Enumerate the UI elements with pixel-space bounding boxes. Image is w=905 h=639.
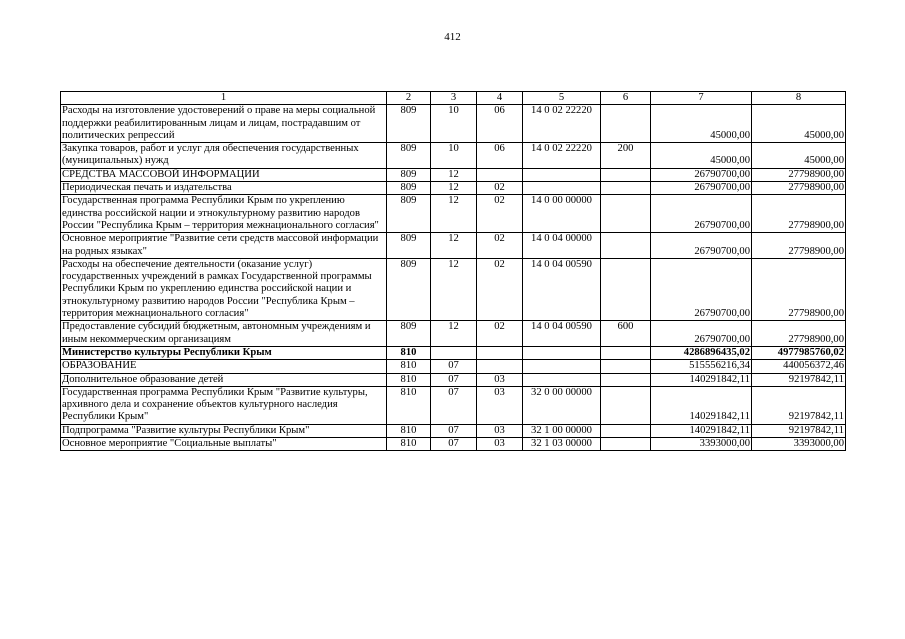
header-cell: 2 [387,92,431,105]
table-row [61,346,846,359]
row-name-cell: Предоставление субсидий бюджетным, автономным учреждениям и иным некоммерческим организациям [61,321,387,347]
sum-year-2-cell: 92197842,11 [752,373,846,386]
row-name-cell: Дополнительное образование детей [61,373,387,386]
code-vid-cell [601,360,651,373]
row-name-cell: Периодическая печать и издательства [61,182,387,195]
sum-year-1-cell: 140291842,11 [651,386,752,424]
sum-year-1-cell: 26790700,00 [651,321,752,347]
sum-year-2-cell: 45000,00 [752,143,846,169]
code-target-cell: 32 1 03 00000 [523,438,601,451]
header-cell: 5 [523,92,601,105]
code-vedomstvo-cell: 810 [387,373,431,386]
sum-year-2-cell: 27798900,00 [752,182,846,195]
code-vedomstvo-cell: 809 [387,168,431,181]
table-row [61,233,846,259]
code-vedomstvo-cell: 810 [387,346,431,359]
row-name-cell: Расходы на обеспечение деятельности (оказание услуг) государственных учреждений в рамках Государственной программы Республики Крым по укреплению единства российской нации и этнокультурному развитию народов России "Республика Крым – территория межнационального согласия" [61,258,387,320]
code-podrazdel-cell: 03 [477,386,523,424]
code-vid-cell [601,168,651,181]
header-cell: 3 [431,92,477,105]
code-razdel-cell: 07 [431,386,477,424]
sum-year-1-cell: 26790700,00 [651,182,752,195]
table-row [61,386,846,424]
sum-year-1-cell: 26790700,00 [651,258,752,320]
code-vid-cell [601,438,651,451]
code-vid-cell [601,258,651,320]
table-row [61,321,846,347]
row-name-cell: Расходы на изготовление удостоверений о праве на меры социальной поддержки реабилитированным лицам и лицам, пострадавшим от политических репрессий [61,105,387,143]
sum-year-1-cell: 140291842,11 [651,373,752,386]
code-vid-cell: 200 [601,143,651,169]
code-podrazdel-cell: 06 [477,105,523,143]
table-body [61,92,846,451]
row-name-cell: Основное мероприятие "Социальные выплаты" [61,438,387,451]
sum-year-2-cell: 27798900,00 [752,168,846,181]
row-name-cell: Министерство культуры Республики Крым [61,346,387,359]
code-razdel-cell: 07 [431,424,477,437]
sum-year-1-cell: 45000,00 [651,105,752,143]
code-podrazdel-cell [477,346,523,359]
sum-year-1-cell: 26790700,00 [651,168,752,181]
code-podrazdel-cell: 02 [477,195,523,233]
sum-year-2-cell: 27798900,00 [752,233,846,259]
code-podrazdel-cell [477,360,523,373]
code-target-cell: 14 0 02 22220 [523,105,601,143]
sum-year-1-cell: 140291842,11 [651,424,752,437]
code-razdel-cell: 12 [431,182,477,195]
code-podrazdel-cell: 02 [477,321,523,347]
sum-year-2-cell: 27798900,00 [752,195,846,233]
code-vedomstvo-cell: 809 [387,321,431,347]
sum-year-1-cell: 45000,00 [651,143,752,169]
table-row [61,168,846,181]
code-vedomstvo-cell: 809 [387,195,431,233]
code-razdel-cell: 12 [431,321,477,347]
header-cell: 4 [477,92,523,105]
sum-year-1-cell: 4286896435,02 [651,346,752,359]
code-razdel-cell: 10 [431,143,477,169]
sum-year-2-cell: 3393000,00 [752,438,846,451]
code-target-cell: 14 0 00 00000 [523,195,601,233]
sum-year-2-cell: 92197842,11 [752,386,846,424]
budget-table [60,91,846,451]
code-razdel-cell: 12 [431,195,477,233]
code-razdel-cell: 10 [431,105,477,143]
code-target-cell: 32 1 00 00000 [523,424,601,437]
code-vedomstvo-cell: 810 [387,386,431,424]
row-name-cell: Государственная программа Республики Крым "Развитие культуры, архивного дела и сохранение объектов культурного наследия Республики Крым" [61,386,387,424]
code-vedomstvo-cell: 810 [387,360,431,373]
code-podrazdel-cell: 03 [477,424,523,437]
header-cell: 6 [601,92,651,105]
code-vedomstvo-cell: 809 [387,143,431,169]
code-vedomstvo-cell: 809 [387,233,431,259]
code-vid-cell [601,346,651,359]
row-name-cell: ОБРАЗОВАНИЕ [61,360,387,373]
code-vid-cell [601,195,651,233]
sum-year-2-cell: 92197842,11 [752,424,846,437]
table-row [61,360,846,373]
header-cell: 8 [752,92,846,105]
sum-year-2-cell: 440056372,46 [752,360,846,373]
code-podrazdel-cell [477,168,523,181]
code-razdel-cell: 07 [431,373,477,386]
sum-year-1-cell: 26790700,00 [651,195,752,233]
row-name-cell: Закупка товаров, работ и услуг для обеспечения государственных (муниципальных) нужд [61,143,387,169]
code-vid-cell [601,373,651,386]
code-razdel-cell: 07 [431,438,477,451]
code-podrazdel-cell: 03 [477,373,523,386]
code-vid-cell [601,424,651,437]
header-cell: 7 [651,92,752,105]
code-vid-cell: 600 [601,321,651,347]
sum-year-1-cell: 3393000,00 [651,438,752,451]
code-target-cell: 14 0 04 00590 [523,321,601,347]
table-row [61,373,846,386]
code-vid-cell [601,386,651,424]
code-target-cell: 14 0 04 00590 [523,258,601,320]
row-name-cell: Государственная программа Республики Крым по укреплению единства российской нации и этнокультурному развитию народов России "Республика Крым – территория межнационального согласия" [61,195,387,233]
table-row [61,258,846,320]
code-podrazdel-cell: 02 [477,258,523,320]
code-target-cell [523,346,601,359]
code-target-cell: 32 0 00 00000 [523,386,601,424]
sum-year-1-cell: 515556216,34 [651,360,752,373]
sum-year-1-cell: 26790700,00 [651,233,752,259]
code-vid-cell [601,105,651,143]
code-podrazdel-cell: 02 [477,233,523,259]
code-podrazdel-cell: 02 [477,182,523,195]
page-number: 412 [444,31,461,43]
code-podrazdel-cell: 03 [477,438,523,451]
code-vedomstvo-cell: 809 [387,105,431,143]
sum-year-2-cell: 27798900,00 [752,321,846,347]
code-target-cell [523,168,601,181]
sum-year-2-cell: 4977985760,02 [752,346,846,359]
code-target-cell: 14 0 04 00000 [523,233,601,259]
code-target-cell: 14 0 02 22220 [523,143,601,169]
code-vedomstvo-cell: 809 [387,182,431,195]
code-vid-cell [601,233,651,259]
table-row [61,438,846,451]
table-row [61,105,846,143]
code-razdel-cell: 12 [431,258,477,320]
table-row [61,424,846,437]
row-name-cell: Подпрограмма "Развитие культуры Республики Крым" [61,424,387,437]
code-vedomstvo-cell: 809 [387,258,431,320]
code-razdel-cell: 12 [431,233,477,259]
table-row [61,143,846,169]
row-name-cell: Основное мероприятие "Развитие сети средств массовой информации на родных языках" [61,233,387,259]
code-razdel-cell: 07 [431,360,477,373]
code-podrazdel-cell: 06 [477,143,523,169]
code-target-cell [523,360,601,373]
code-vedomstvo-cell: 810 [387,424,431,437]
sum-year-2-cell: 45000,00 [752,105,846,143]
code-vedomstvo-cell: 810 [387,438,431,451]
row-name-cell: СРЕДСТВА МАССОВОЙ ИНФОРМАЦИИ [61,168,387,181]
table-row [61,182,846,195]
code-target-cell [523,373,601,386]
code-razdel-cell [431,346,477,359]
table-row [61,195,846,233]
sum-year-2-cell: 27798900,00 [752,258,846,320]
code-target-cell [523,182,601,195]
code-vid-cell [601,182,651,195]
code-razdel-cell: 12 [431,168,477,181]
header-row [61,92,846,105]
header-cell: 1 [61,92,387,105]
